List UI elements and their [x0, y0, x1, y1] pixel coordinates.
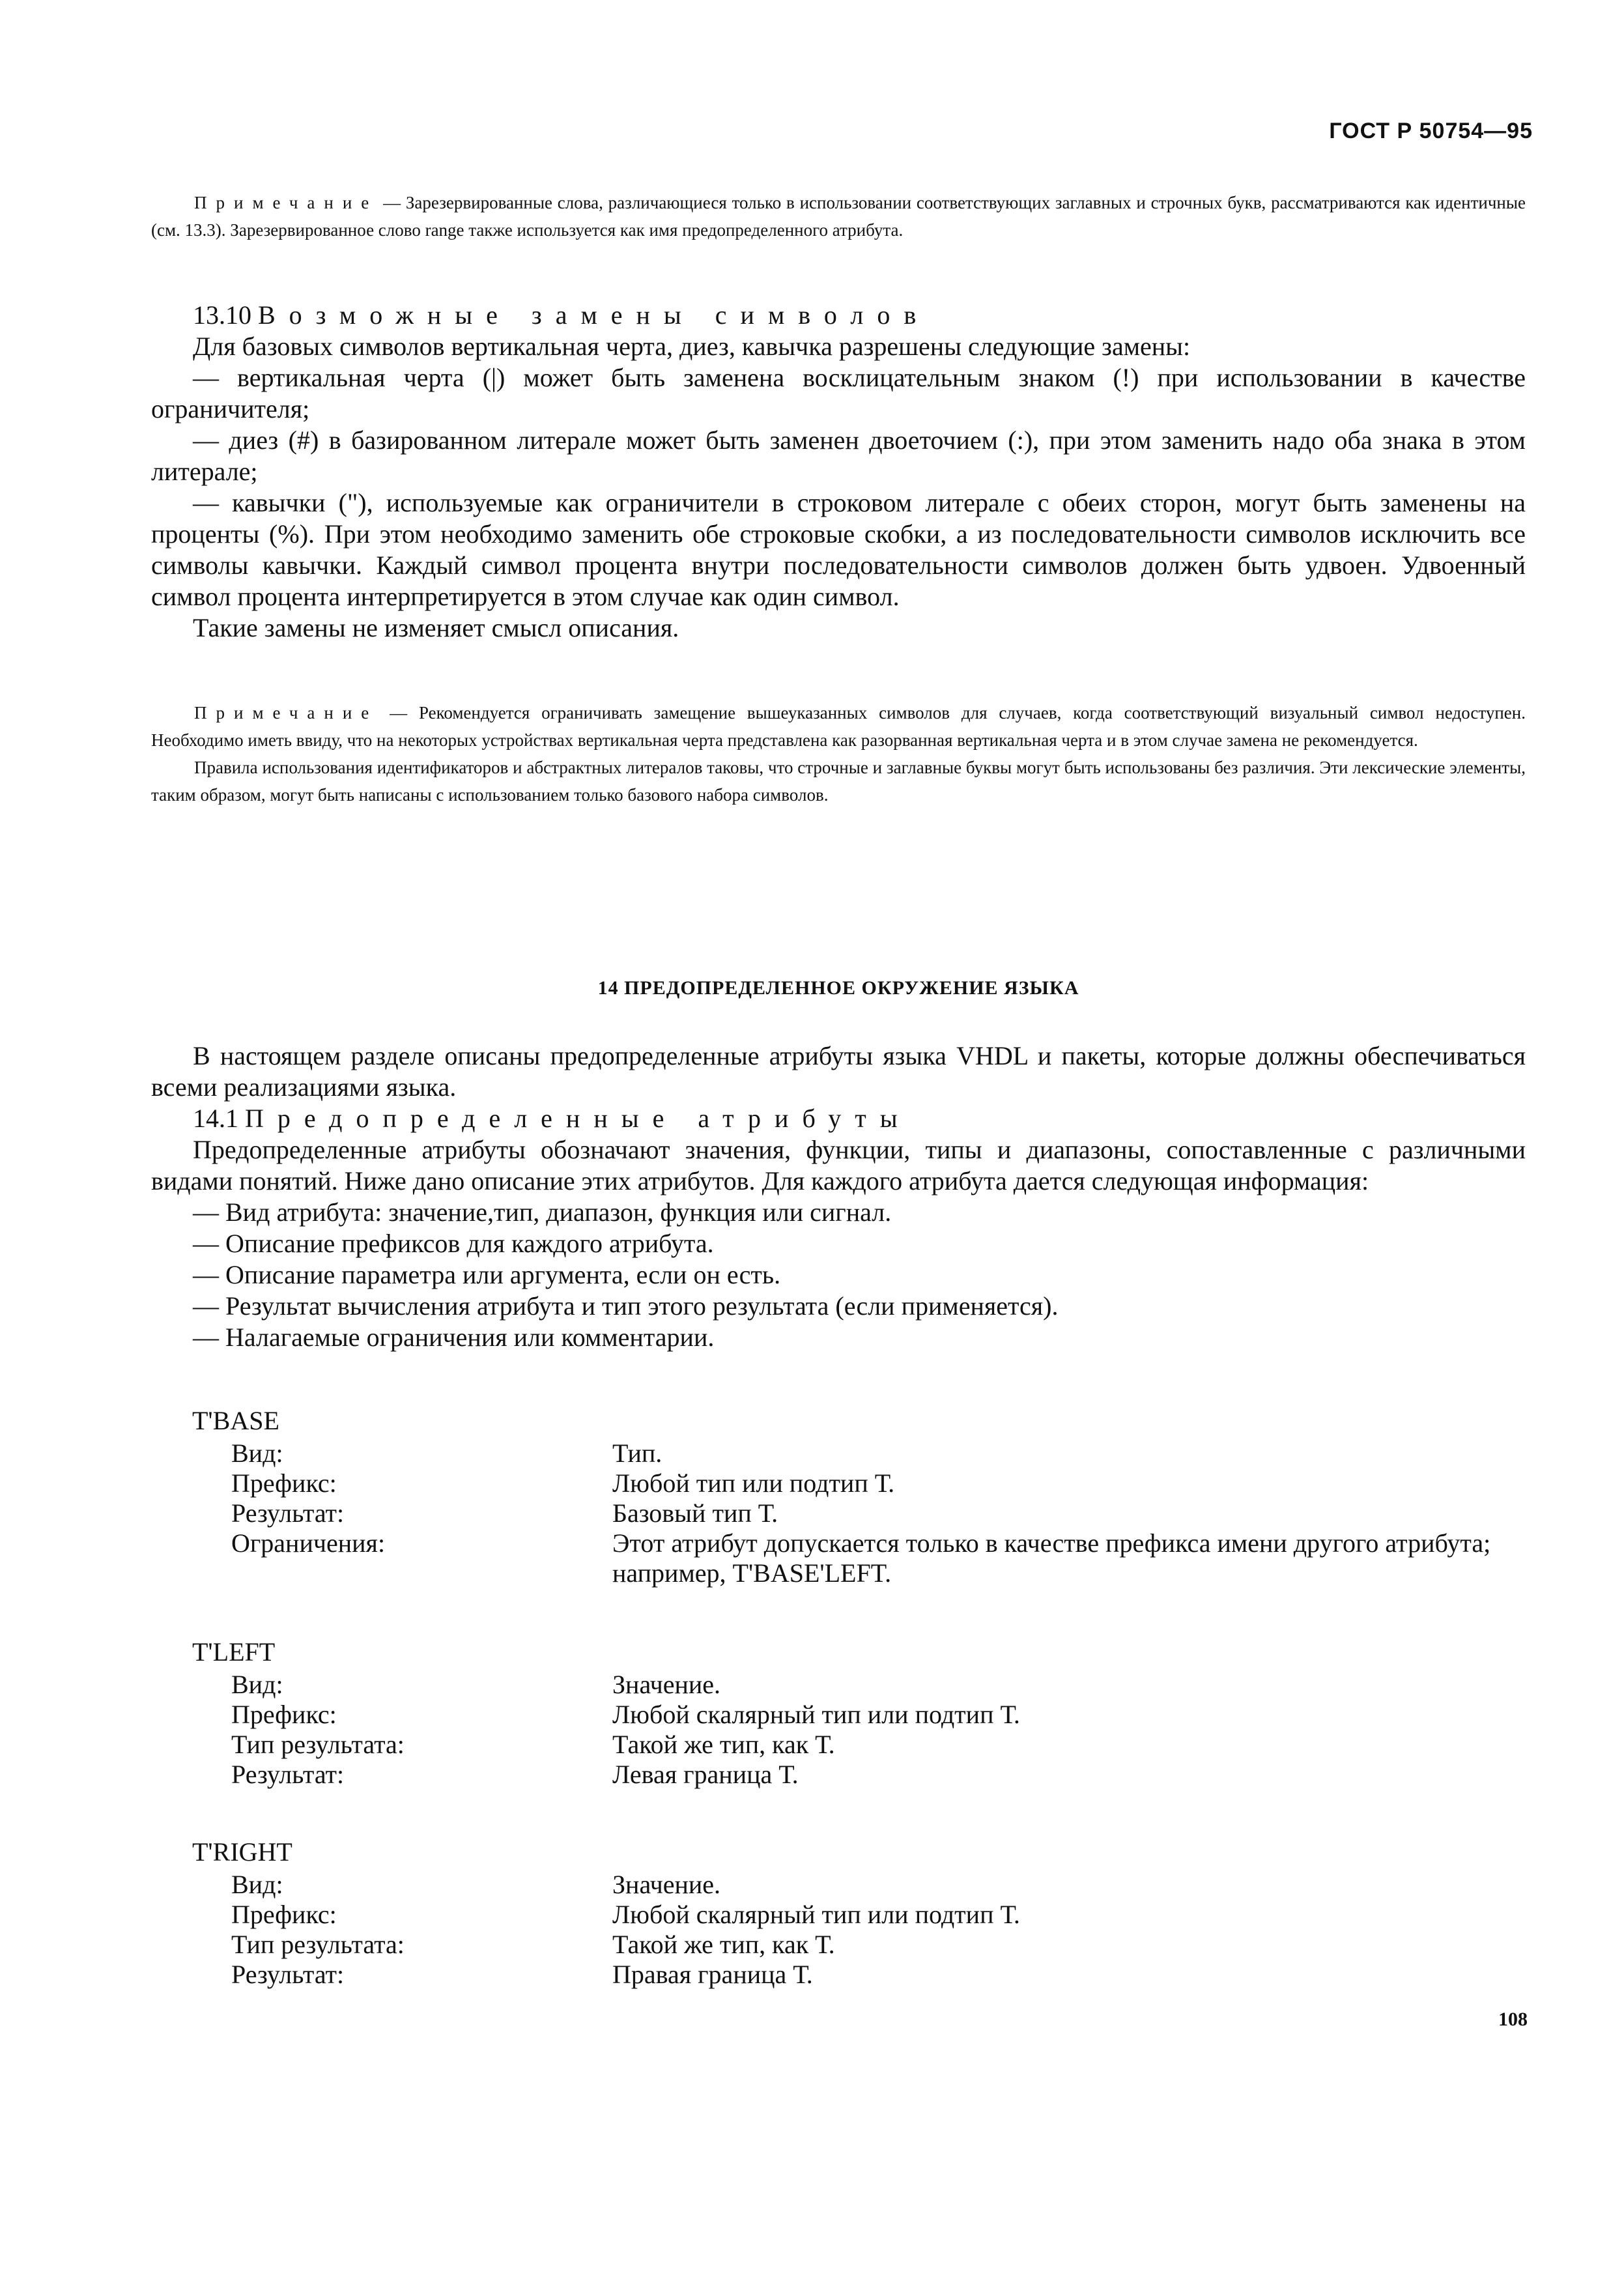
subsection-heading — [151, 300, 1526, 331]
attribute-value: Значение. — [612, 1870, 721, 1899]
attribute-name: T'BASE — [192, 1406, 279, 1435]
note-text: — Зарезервированные слова, различающиеся только в использовании соответствующих заглавных и строчных букв, рассматриваются как идентичные (см. 13.3). Зарезервированное слово range также используется как имя предопределенного атрибута. — [151, 193, 1526, 240]
attribute-t-left — [192, 1637, 1528, 1790]
note-substitution — [151, 699, 1526, 809]
attribute-label: Вид: — [231, 1670, 283, 1699]
attribute-row — [192, 1700, 1528, 1730]
subsection-heading — [151, 1103, 1526, 1134]
note-text: — Рекомендуется ограничивать замещение вышеуказанных символов для случаев, когда соответствующий визуальный символ недоступен. Необходимо иметь ввиду, что на некоторых устройствах вертикальная черта представлена как разорванная вертикальная черта и в этом случае замена не рекомендуется. — [151, 703, 1526, 750]
paragraph: — диез (#) в базированном литерале может быть заменен двоеточием (:), при этом заменить надо оба знака в этом литерале; — [151, 425, 1526, 486]
paragraph: В настоящем разделе описаны предопределенные атрибуты языка VHDL и пакеты, которые должны обеспечиваться всеми реализациями языка. — [151, 1041, 1526, 1102]
attribute-label: Префикс: — [231, 1900, 337, 1929]
attribute-row — [192, 1438, 1528, 1468]
attribute-value: Любой скалярный тип или подтип Т. — [612, 1700, 1020, 1729]
subsection-title: Возможные замены символов — [258, 300, 930, 330]
section-14-title: 14 ПРЕДОПРЕДЕЛЕННОЕ ОКРУЖЕНИЕ ЯЗЫКА — [597, 977, 1079, 999]
paragraph: — вертикальная черта (|) может быть заменена восклицательным знаком (!) при использовании в качестве ограничителя; — [151, 363, 1526, 423]
attribute-row — [192, 1760, 1528, 1790]
attribute-row — [192, 1730, 1528, 1760]
document-code: ГОСТ Р 50754—95 — [1329, 119, 1533, 143]
attribute-name: T'RIGHT — [192, 1837, 292, 1867]
attribute-t-right — [192, 1837, 1528, 1990]
attribute-label: Вид: — [231, 1870, 283, 1899]
subsection-number: 14.1 — [193, 1104, 238, 1133]
page-number: 108 — [1498, 2009, 1528, 2030]
note-reserved-words — [151, 189, 1526, 244]
attribute-label: Ограничения: — [231, 1528, 386, 1558]
paragraph: — кавычки ("), используемые как ограничители в строковом литерале с обеих сторон, могут быть заменены на проценты (%). При этом необходимо заменить обе строковые скобки, а из последовательности символов исключить все символы кавычки. Каждый символ процента внутри последовательности символов должен быть удвоен. Удвоенный символ процента интерпретируется в этом случае как один символ. — [151, 488, 1526, 611]
attribute-label: Тип результата: — [231, 1930, 405, 1959]
attribute-label: Префикс: — [231, 1468, 337, 1498]
attribute-label: Результат: — [231, 1760, 345, 1789]
paragraph: Предопределенные атрибуты обозначают значения, функции, типы и диапазоны, сопоставленные с различными видами понятий. Ниже дано описание этих атрибутов. Для каждого атрибута дается следующая информация: — [151, 1135, 1526, 1195]
attribute-label: Результат: — [231, 1498, 345, 1528]
paragraph: Такие замены не изменяет смысл описания. — [193, 613, 679, 642]
attribute-row — [192, 1670, 1528, 1700]
attribute-value: Такой же тип, как Т. — [612, 1930, 835, 1959]
attribute-label: Тип результата: — [231, 1730, 405, 1759]
attribute-value: Правая граница Т. — [612, 1960, 813, 1989]
attribute-row — [192, 1468, 1528, 1498]
attribute-row — [192, 1900, 1528, 1930]
attribute-label: Результат: — [231, 1960, 345, 1989]
attribute-value: Базовый тип Т. — [612, 1498, 778, 1528]
attribute-value: Тип. — [612, 1438, 662, 1468]
section-13-10 — [151, 300, 1526, 644]
list-item: — Описание префиксов для каждого атрибута. — [193, 1229, 714, 1258]
attribute-value: Этот атрибут допускается только в качестве префикса имени другого атрибута; например, T'BASE'LEFT. — [612, 1528, 1491, 1588]
list-item: — Результат вычисления атрибута и тип этого результата (если применяется). — [193, 1291, 1059, 1321]
attribute-label: Префикс: — [231, 1700, 337, 1729]
attribute-row — [192, 1498, 1528, 1528]
note-label: Примечание — [194, 193, 378, 212]
list-item: — Вид атрибута: значение,тип, диапазон, функция или сигнал. — [193, 1197, 892, 1227]
paragraph: Для базовых символов вертикальная черта, диез, кавычка разрешены следующие замены: — [193, 332, 1191, 361]
subsection-title: Предопределенные атрибуты — [245, 1104, 911, 1133]
attribute-value: Такой же тип, как Т. — [612, 1730, 835, 1759]
section-14 — [151, 1040, 1526, 1353]
subsection-number: 13.10 — [193, 300, 251, 330]
attribute-row — [192, 1870, 1528, 1900]
attribute-row — [192, 1930, 1528, 1960]
attribute-value: Любой тип или подтип Т. — [612, 1468, 895, 1498]
attribute-value: Левая граница Т. — [612, 1760, 799, 1789]
attribute-name: T'LEFT — [192, 1637, 276, 1667]
list-item: — Описание параметра или аргумента, если он есть. — [193, 1260, 781, 1289]
attribute-t-base — [192, 1406, 1528, 1588]
attribute-value: Любой скалярный тип или подтип Т. — [612, 1900, 1020, 1929]
attribute-row — [192, 1960, 1528, 1990]
attribute-value: Значение. — [612, 1670, 721, 1699]
note-label: Примечание — [194, 703, 378, 723]
list-item: — Налагаемые ограничения или комментарии. — [193, 1323, 715, 1352]
attribute-row — [192, 1528, 1528, 1588]
attribute-label: Вид: — [231, 1438, 283, 1468]
note-text-continued: Правила использования идентификаторов и абстрактных литералов таковы, что строчные и заглавные буквы могут быть использованы без различия. Эти лексические элементы, таким образом, могут быть написаны с использованием только базового набора символов. — [151, 758, 1526, 805]
